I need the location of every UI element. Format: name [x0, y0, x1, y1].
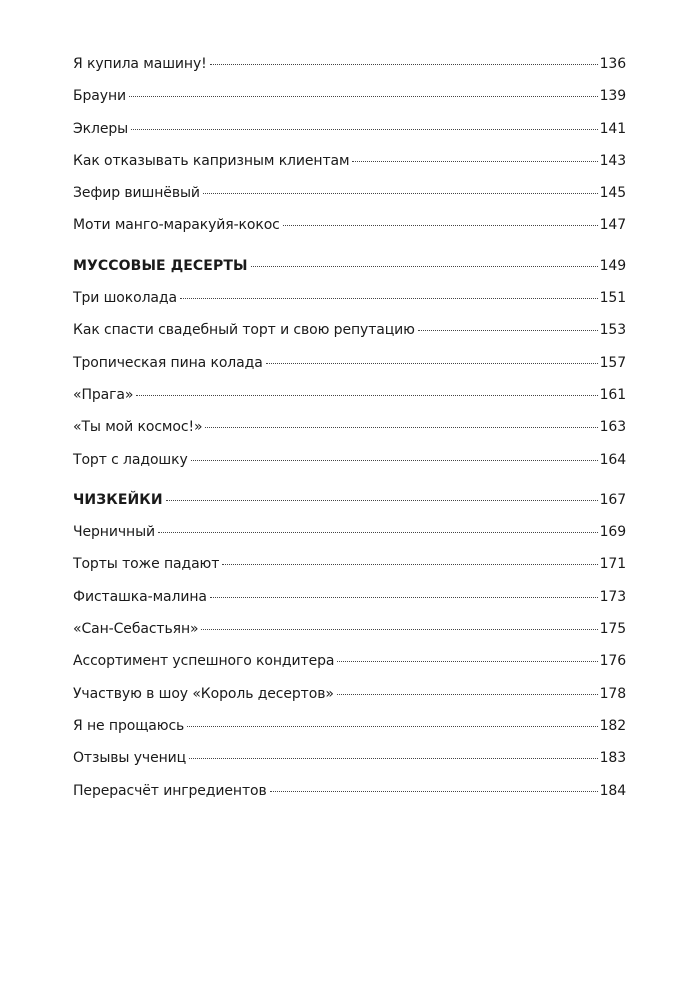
toc-entry-title: «Сан-Себастьян»	[73, 621, 199, 638]
dot-leader	[191, 460, 598, 461]
toc-heading-title: ЧИЗКЕЙКИ	[73, 491, 163, 508]
toc-entry[interactable]	[73, 322, 626, 354]
dot-leader	[210, 597, 598, 598]
toc-entry-title: Три шоколада	[73, 290, 177, 307]
toc-entry-title: Фисташка-малина	[73, 588, 207, 605]
toc-entry-page: 176	[599, 653, 626, 670]
toc-entry-page: 182	[599, 717, 626, 734]
table-of-contents	[73, 56, 626, 815]
toc-entry-page: 141	[599, 120, 626, 137]
dot-leader	[251, 266, 598, 267]
toc-entry-title: Торт с ладошку	[73, 451, 188, 468]
toc-entry-page: 143	[599, 152, 626, 169]
toc-heading-page: 149	[599, 257, 626, 274]
toc-entry-page: 178	[599, 685, 626, 702]
dot-leader	[189, 758, 597, 759]
toc-entry-page: 145	[599, 185, 626, 202]
toc-entry-title: Ассортимент успешного кондитера	[73, 653, 335, 670]
toc-entry[interactable]	[73, 589, 626, 621]
toc-entry-title: Я не прощаюсь	[73, 717, 185, 734]
dot-leader	[166, 500, 598, 501]
toc-entry[interactable]	[73, 217, 626, 249]
toc-heading-title: МУССОВЫЕ ДЕСЕРТЫ	[73, 257, 248, 274]
dot-leader	[201, 629, 597, 630]
toc-entry-page: 147	[599, 217, 626, 234]
toc-entry[interactable]	[73, 452, 626, 484]
toc-entry-title: Зефир вишнёвый	[73, 185, 200, 202]
toc-entry-title: Отзывы учениц	[73, 750, 187, 767]
toc-entry-page: 184	[599, 782, 626, 799]
dot-leader	[337, 694, 598, 695]
dot-leader	[266, 363, 598, 364]
toc-entry-page: 171	[599, 556, 626, 573]
toc-section-heading[interactable]	[73, 492, 626, 524]
dot-leader	[187, 726, 597, 727]
toc-entry-title: Я купила машину!	[73, 56, 207, 72]
toc-entry-title: Брауни	[73, 88, 127, 105]
toc-entry-title: Как спасти свадебный торт и свою репутацию	[73, 322, 415, 339]
toc-entry-page: 164	[599, 451, 626, 468]
toc-entry-page: 161	[599, 386, 626, 403]
toc-entry-title: «Ты мой космос!»	[73, 419, 203, 436]
toc-entry-title: Перерасчёт ингредиентов	[73, 782, 267, 799]
toc-entry-page: 153	[599, 322, 626, 339]
toc-entry-page: 136	[599, 56, 626, 72]
dot-leader	[205, 427, 597, 428]
dot-leader	[337, 661, 597, 662]
toc-entry-title: Моти манго-маракуйя-кокос	[73, 217, 280, 234]
toc-entry[interactable]	[73, 387, 626, 419]
dot-leader	[129, 96, 598, 97]
toc-entry-title: Тропическая пина колада	[73, 354, 263, 371]
toc-entry-title: Черничный	[73, 524, 156, 541]
toc-entry-page: 163	[599, 419, 626, 436]
toc-entry-page: 169	[599, 524, 626, 541]
toc-entry-title: Торты тоже падают	[73, 556, 220, 573]
toc-entry[interactable]	[73, 185, 626, 217]
dot-leader	[158, 532, 598, 533]
toc-entry[interactable]	[73, 355, 626, 387]
toc-entry-title: Как отказывать капризным клиентам	[73, 152, 350, 169]
toc-entry-page: 183	[599, 750, 626, 767]
toc-entry[interactable]	[73, 750, 626, 782]
toc-heading-page: 167	[599, 491, 626, 508]
toc-entry[interactable]	[73, 621, 626, 653]
dot-leader	[283, 225, 598, 226]
toc-entry[interactable]	[73, 56, 626, 88]
toc-entry[interactable]	[73, 153, 626, 185]
toc-entry-title: «Прага»	[73, 386, 134, 403]
toc-entry[interactable]	[73, 419, 626, 451]
toc-entry[interactable]	[73, 783, 626, 815]
toc-entry[interactable]	[73, 121, 626, 153]
dot-leader	[203, 193, 598, 194]
toc-entry-page: 175	[599, 621, 626, 638]
dot-leader	[352, 161, 597, 162]
dot-leader	[222, 564, 597, 565]
toc-group	[73, 56, 626, 250]
dot-leader	[270, 791, 598, 792]
toc-entry-title: Участвую в шоу «Король десертов»	[73, 685, 334, 702]
toc-entry[interactable]	[73, 718, 626, 750]
dot-leader	[418, 330, 598, 331]
toc-entry[interactable]	[73, 290, 626, 322]
toc-entry-page: 157	[599, 354, 626, 371]
toc-entry[interactable]	[73, 686, 626, 718]
toc-entry-page: 151	[599, 290, 626, 307]
toc-entry-page: 173	[599, 588, 626, 605]
toc-entry[interactable]	[73, 556, 626, 588]
toc-entry-title: Эклеры	[73, 120, 129, 137]
dot-leader	[136, 395, 597, 396]
toc-section-heading[interactable]	[73, 258, 626, 290]
toc-group	[73, 492, 626, 815]
toc-entry-page: 139	[599, 88, 626, 105]
toc-entry[interactable]	[73, 88, 626, 120]
toc-entry[interactable]	[73, 653, 626, 685]
toc-group	[73, 258, 626, 484]
dot-leader	[131, 129, 597, 130]
toc-entry[interactable]	[73, 524, 626, 556]
dot-leader	[180, 298, 598, 299]
dot-leader	[210, 64, 598, 65]
